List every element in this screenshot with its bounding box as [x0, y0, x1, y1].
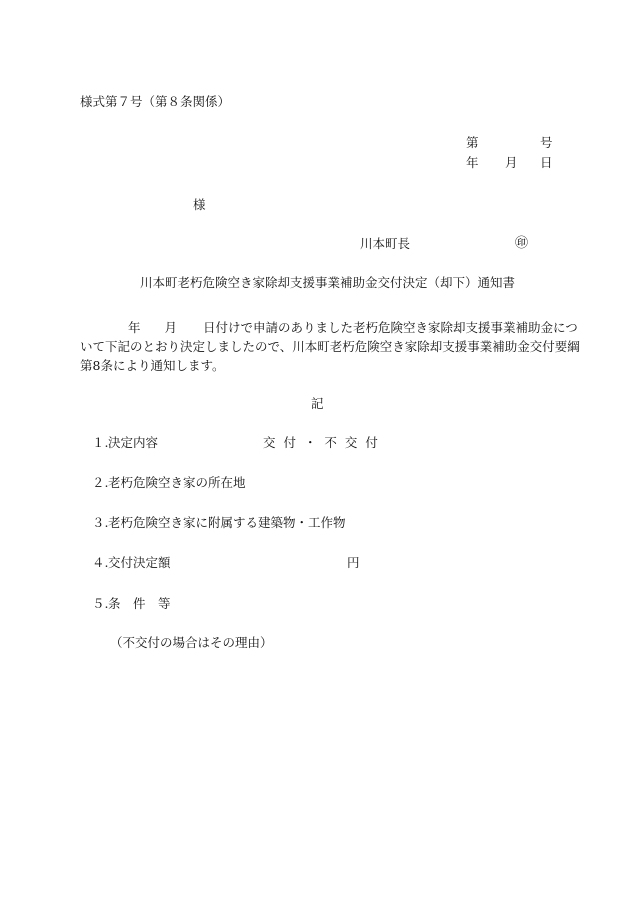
body-line-2: いて下記のとおり決定しましたので、川本町老朽危険空き家除却支援事業補助金交付要綱 [80, 339, 580, 354]
item-3-label: 老朽危険空き家に附属する建築物・工作物 [108, 515, 346, 530]
item-2-label: 老朽危険空き家の所在地 [108, 475, 246, 490]
item-4-number: ４. [92, 555, 109, 570]
date-month: 月 [505, 155, 518, 170]
item-4-value: 円 [347, 555, 360, 570]
item-1-label: 決定内容 [108, 435, 159, 450]
body-line-3: 第8条により通知します。 [80, 358, 225, 373]
date-year: 年 [466, 155, 479, 170]
date-day: 日 [540, 155, 553, 170]
item-5-label: 条 件 等 [108, 596, 171, 611]
item-2-number: ２. [92, 475, 109, 490]
form-number: 様式第７号（第８条関係） [80, 94, 231, 109]
item-1-number: １. [92, 435, 109, 450]
item-3-number: ３. [92, 515, 109, 530]
item-5-number: ５. [92, 596, 109, 611]
body-date-month: 月 [164, 320, 178, 335]
reason-note: （不交付の場合はその理由） [110, 635, 273, 650]
body-date-year: 年 [128, 320, 141, 335]
body-line-1 [80, 318, 578, 337]
doc-number-go: 号 [540, 135, 553, 150]
document-title: 川本町老朽危険空き家除却支援事業補助金交付決定（却下）通知書 [140, 275, 516, 290]
item-1-value: 交 付 ・ 不 交 付 [263, 435, 378, 450]
body-paragraph [80, 318, 580, 375]
doc-number-dai: 第 [466, 135, 479, 150]
issuer-name: 川本町長 [360, 236, 411, 251]
ki-heading: 記 [311, 396, 324, 411]
item-4-label: 交付決定額 [108, 555, 171, 570]
seal-mark: ㊞ [515, 236, 529, 251]
addressee-suffix: 様 [193, 197, 206, 212]
body-line-1-text: 日付けで申請のありました老朽危険空き家除却支援事業補助金につ [203, 320, 578, 335]
